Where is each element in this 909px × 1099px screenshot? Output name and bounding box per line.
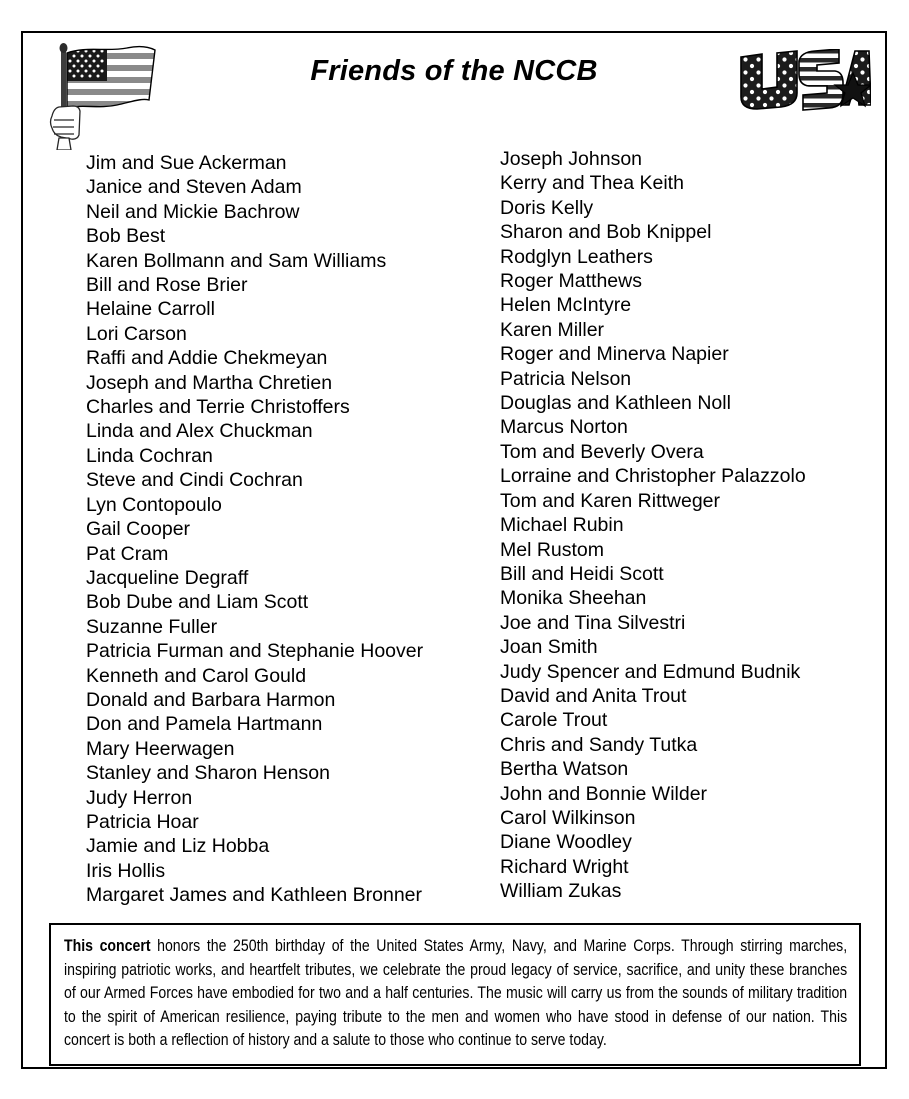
donor-name: Margaret James and Kathleen Bronner [86,884,423,907]
donor-name: Jamie and Liz Hobba [86,835,270,858]
donor-name: Chris and Sandy Tutka [500,733,698,756]
document-header [23,33,885,145]
donor-name: Charles and Terrie Christoffers [86,396,350,419]
donor-name: Kenneth and Carol Gould [86,664,307,687]
donor-name: Tom and Karen Rittweger [500,489,721,512]
donor-name: Helen McIntyre [500,294,632,317]
donor-name: Karen Bollmann and Sam Williams [86,249,387,272]
donor-name: Helaine Carroll [86,298,215,321]
donor-name: Joseph Johnson [500,148,643,170]
donor-name: David and Anita Trout [500,684,687,707]
donor-name: Bob Best [86,225,166,248]
donor-name: Lorraine and Christopher Palazzolo [500,465,806,488]
donor-name: Jim and Sue Ackerman [86,152,287,174]
donor-name: John and Bonnie Wilder [500,782,708,805]
donor-name: Judy Spencer and Edmund Budnik [500,660,801,683]
donor-name: Sharon and Bob Knippel [500,221,712,244]
friends-name-columns [23,148,885,911]
donor-list-right [500,147,880,904]
donor-name: Neil and Mickie Bachrow [86,200,300,223]
donor-name: Donald and Barbara Harmon [86,688,336,711]
donor-name: Patricia Nelson [500,367,632,390]
donor-name: Suzanne Fuller [86,615,218,638]
donor-column-right [500,147,880,904]
donor-column-left [86,151,481,908]
donor-name: Patricia Furman and Stephanie Hoover [86,640,424,663]
donor-name: Rodglyn Leathers [500,245,653,268]
donor-name: Stanley and Sharon Henson [86,762,330,785]
donor-name: Joan Smith [500,636,598,659]
donor-name: Tom and Beverly Overa [500,440,704,463]
donor-name: Diane Woodley [500,831,632,854]
page-title: Friends of the NCCB [310,55,598,87]
donor-name: Bill and Rose Brier [86,274,248,297]
donor-name: Lyn Contopoulo [86,493,222,516]
donor-name: Monika Sheehan [500,587,647,610]
donor-name: Carole Trout [500,709,608,732]
donor-name: Lori Carson [86,322,187,345]
donor-name: Bill and Heidi Scott [500,562,664,585]
donor-name: Roger and Minerva Napier [500,343,729,366]
page-frame [21,31,887,1069]
donor-name: Richard Wright [500,855,629,878]
donor-name: Linda Cochran [86,444,213,467]
donor-name: Doris Kelly [500,196,594,219]
concert-description-text [64,935,847,1053]
donor-name: Michael Rubin [500,514,624,537]
donor-name: Carol Wilkinson [500,806,636,829]
donor-name: Steve and Cindi Cochran [86,469,303,492]
donor-name: Pat Cram [86,542,169,565]
donor-name: Iris Hollis [86,859,166,882]
donor-name: William Zukas [500,880,622,903]
donor-name: Judy Herron [86,786,193,809]
donor-name: Joseph and Martha Chretien [86,371,333,394]
donor-name: Douglas and Kathleen Noll [500,392,731,415]
donor-name: Linda and Alex Chuckman [86,420,313,443]
donor-name: Patricia Hoar [86,810,199,833]
concert-description-box [49,923,861,1066]
donor-list-left [86,151,481,908]
donor-name: Mary Heerwagen [86,737,235,760]
usa-letters-icon [735,49,871,111]
donor-name: Kerry and Thea Keith [500,172,684,195]
donor-name: Bob Dube and Liam Scott [86,591,309,614]
description-lead-in: This concert [64,937,151,955]
description-body: honors the 250th birthday of the United States Army, Navy, and Marine Corps. Through stirring marches, inspiring patriotic works, and heartfelt tributes, we celebrate the proud legacy of service, sacrifice, and unity these branches of our Armed Forces have embodied for two and a half centuries. The music will carry us from the sounds of military tradition to the spirit of American resilience, paying tribute to the men and women who have stood in defense of our nation. This concert is both a reflection of history and a salute to those who continue to serve today. [64,937,848,1049]
donor-name: Don and Pamela Hartmann [86,713,323,736]
donor-name: Karen Miller [500,318,605,341]
donor-name: Janice and Steven Adam [86,176,302,199]
donor-name: Mel Rustom [500,538,605,561]
donor-name: Jacqueline Degraff [86,566,249,589]
donor-name: Gail Cooper [86,518,191,541]
donor-name: Marcus Norton [500,416,628,439]
donor-name: Joe and Tina Silvestri [500,611,686,634]
donor-name: Bertha Watson [500,758,629,781]
donor-name: Raffi and Addie Chekmeyan [86,347,328,370]
donor-name: Roger Matthews [500,270,642,293]
